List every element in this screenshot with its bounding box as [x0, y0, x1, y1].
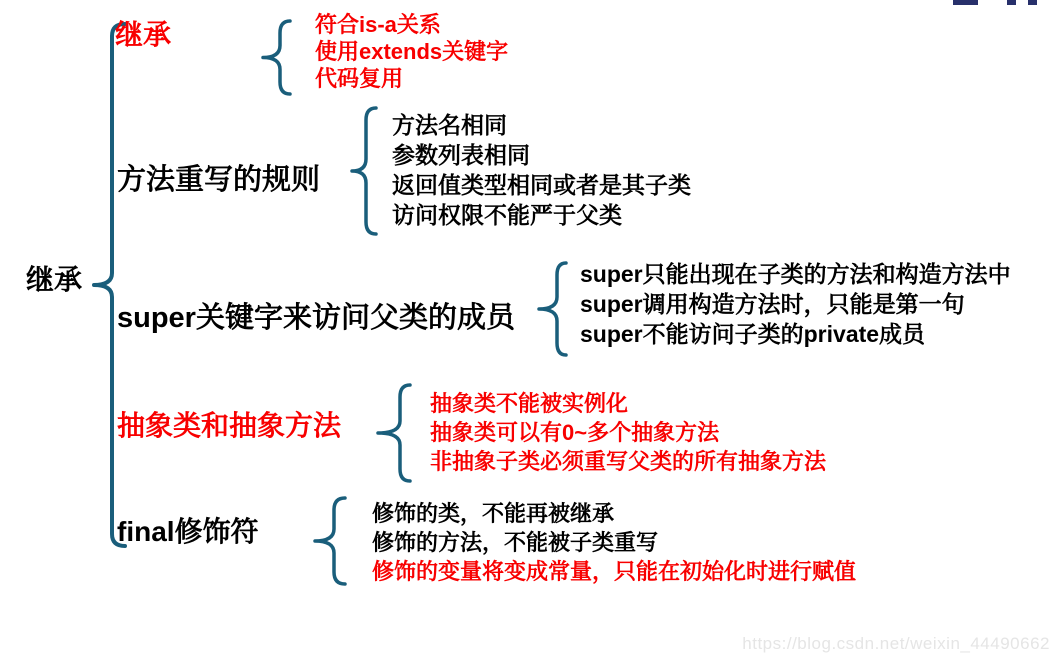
cropped-logo-fragment — [1007, 0, 1016, 5]
branch-item: 方法名相同 — [392, 112, 507, 138]
branch-item: 抽象类可以有0~多个抽象方法 — [430, 420, 720, 445]
branch-item: 返回值类型相同或者是其子类 — [392, 172, 691, 198]
branch-item: 非抽象子类必须重写父类的所有抽象方法 — [430, 449, 827, 474]
branch-label-override-rules: 方法重写的规则 — [117, 164, 321, 196]
branch-item: 访问权限不能严于父类 — [392, 202, 622, 228]
branch-0-brace — [263, 21, 290, 94]
watermark-url: https://blog.csdn.net/weixin_44490662 — [742, 634, 1050, 653]
root-brace — [94, 24, 125, 546]
root-node-label: 继承 — [26, 264, 83, 295]
branch-item: 符合is-a关系 — [315, 12, 441, 37]
branch-1-brace — [352, 108, 376, 234]
branch-items-super-keyword — [580, 259, 1011, 349]
branch-label-super-keyword: super关键字来访问父类的成员 — [117, 302, 515, 334]
branch-label-final: final修饰符 — [117, 516, 259, 547]
branch-3-brace — [378, 385, 410, 481]
branch-item: 修饰的类，不能再被继承 — [372, 501, 615, 526]
branch-items-abstract — [430, 389, 826, 476]
branch-label-abstract: 抽象类和抽象方法 — [117, 410, 342, 441]
branch-items-final — [372, 499, 856, 586]
branch-2-brace — [539, 263, 566, 355]
branch-item: 抽象类不能被实例化 — [430, 391, 629, 416]
branch-4-brace — [315, 498, 345, 584]
branch-items-override-rules — [392, 110, 691, 230]
branch-label-inheritance: 继承 — [115, 19, 172, 50]
branch-items-inheritance — [315, 11, 508, 92]
branch-item: 使用extends关键字 — [315, 39, 509, 64]
cropped-logo-fragment — [1028, 0, 1037, 5]
branch-item: super不能访问子类的private成员 — [580, 321, 926, 347]
branch-item: 修饰的方法，不能被子类重写 — [372, 530, 659, 555]
cropped-logo-fragment — [953, 0, 978, 5]
branch-item: 代码复用 — [315, 66, 404, 91]
branch-item: super调用构造方法时，只能是第一句 — [580, 291, 965, 317]
branch-item: 参数列表相同 — [392, 142, 530, 168]
branch-item: super只能出现在子类的方法和构造方法中 — [580, 261, 1011, 287]
branch-item: 修饰的变量将变成常量，只能在初始化时进行赋值 — [372, 559, 857, 584]
